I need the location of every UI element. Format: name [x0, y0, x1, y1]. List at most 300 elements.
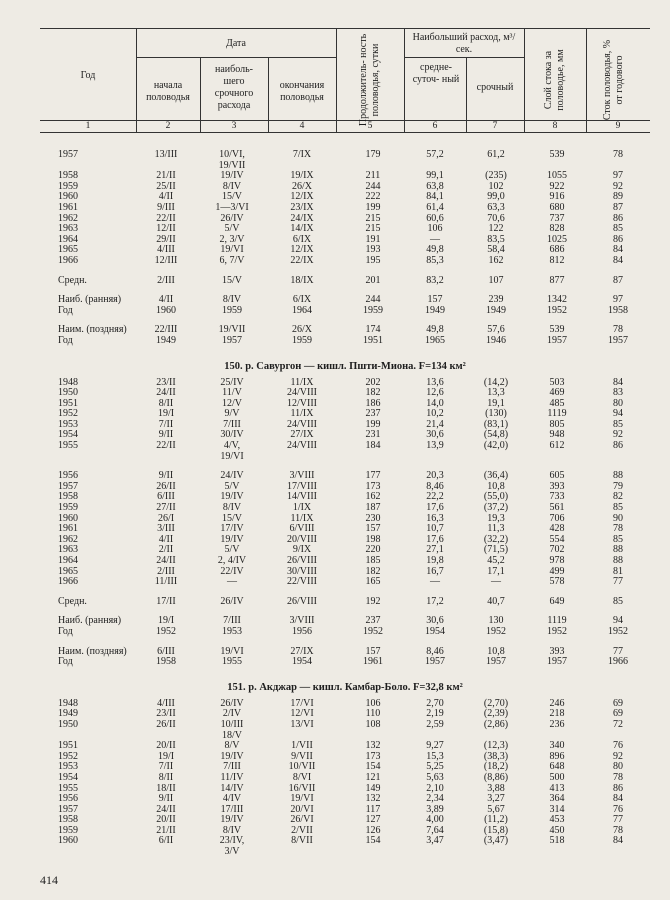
table-cell: 17,6 — [426, 533, 444, 545]
table-cell: 102 — [488, 180, 504, 192]
table-cell: 6/IX — [292, 233, 312, 245]
table-cell: (130) — [485, 408, 507, 420]
table-cell: 195 — [365, 254, 381, 266]
table-cell: 57,2 — [426, 149, 444, 160]
table-cell: 1948 — [58, 376, 78, 388]
table-cell: 8/IV — [222, 824, 242, 836]
table-cell: 1956 — [292, 625, 312, 637]
table-cell: 12/IX — [290, 244, 314, 256]
table-cell: 1959 — [292, 334, 312, 346]
table-cell: 1953 — [222, 625, 242, 637]
table-cell: 23/IV, — [219, 835, 245, 847]
table-cell: (32,2) — [483, 533, 509, 545]
col-divider — [404, 28, 405, 132]
table-cell: 182 — [365, 387, 381, 399]
table-cell: 1/IX — [292, 502, 312, 514]
table-cell: 26/IV — [220, 212, 244, 224]
table-cell: 22/II — [156, 440, 176, 452]
table-cell: 121 — [365, 771, 381, 783]
table-cell: 5/V — [224, 480, 240, 492]
table-cell: 450 — [549, 824, 565, 836]
table-row — [40, 276, 650, 287]
header-daily: средне- суточ- ный — [412, 62, 460, 85]
table-cell: 94 — [613, 408, 623, 420]
table-cell: 10,8 — [487, 645, 505, 657]
table-cell: 19/I — [157, 615, 175, 627]
table-cell: 1957 — [425, 656, 445, 668]
table-cell: 84 — [613, 376, 623, 388]
table-cell: 12/V — [222, 397, 242, 409]
header-instant: срочный — [476, 82, 514, 93]
table-cell: 193 — [365, 244, 381, 256]
table-cell: 1949 — [425, 304, 445, 316]
table-cell: 17/II — [156, 595, 176, 607]
table-cell: 1949 — [156, 334, 176, 346]
table-cell: 78 — [613, 324, 623, 336]
table-cell: 26/VIII — [287, 555, 317, 566]
table-cell: 6/II — [158, 835, 174, 847]
table-cell: (37,2) — [483, 502, 509, 514]
table-cell: 6/III — [157, 491, 175, 503]
table-cell: 948 — [549, 429, 565, 441]
table-row — [40, 150, 650, 161]
table-cell: 500 — [549, 771, 565, 783]
table-cell: 58,4 — [487, 244, 505, 256]
table-cell: 1958 — [156, 656, 176, 668]
table-cell: 82 — [613, 491, 623, 503]
table-cell: 26/IV — [220, 595, 244, 607]
table-cell: 97 — [613, 294, 623, 306]
table-cell: 231 — [365, 429, 381, 441]
section-title: 151. р. Акджар — кишл. Камбар-Боло. F=32,8 км² — [227, 681, 463, 693]
table-cell: 220 — [365, 544, 381, 556]
table-cell: 3/III — [157, 523, 175, 535]
table-cell: 8/VI — [292, 771, 312, 783]
table-cell: 22/VIII — [287, 576, 317, 588]
table-cell: 106 — [365, 697, 381, 709]
table-cell: 173 — [365, 750, 381, 762]
table-cell: 4/II — [158, 191, 174, 203]
header-maxflow: Наибольший расход, м³/сек. — [412, 32, 516, 55]
table-cell: 1955 — [58, 440, 78, 452]
table-cell: 1958 — [58, 814, 78, 826]
table-cell: 132 — [365, 793, 381, 805]
table-cell: 6, 7/V — [219, 254, 245, 266]
table-cell: 19,3 — [487, 512, 505, 524]
col-number: 5 — [367, 121, 373, 131]
table-cell: 12/VI — [290, 708, 314, 720]
table-cell: 877 — [549, 274, 565, 286]
table-cell: 84 — [613, 835, 623, 847]
table-cell: 9/III — [157, 201, 175, 213]
table-cell: 4/III — [157, 697, 175, 709]
table-cell: 13,3 — [487, 387, 505, 399]
table-cell: 110 — [365, 708, 381, 720]
table-row — [40, 577, 650, 588]
table-cell: 10,7 — [426, 523, 444, 535]
table-cell: 14/IX — [290, 223, 314, 235]
table-cell: (71,5) — [483, 544, 509, 556]
table-cell: 18/IX — [290, 274, 314, 286]
table-cell: 222 — [365, 191, 381, 203]
table-row — [40, 306, 650, 317]
table-cell: 15/V — [222, 274, 242, 286]
table-cell: 1956 — [58, 793, 78, 805]
table-cell: 8/IV — [222, 294, 242, 306]
table-cell: 5/V — [224, 223, 240, 235]
table-cell: 83 — [613, 387, 623, 399]
table-cell: 539 — [549, 149, 565, 160]
table-row — [40, 597, 650, 608]
table-cell: 26/X — [292, 324, 312, 336]
table-cell: 6/III — [157, 645, 175, 657]
table-cell: 1952 — [58, 408, 78, 420]
table-cell: 680 — [549, 201, 565, 213]
table-cell: 5,25 — [426, 761, 444, 773]
table-cell: 1952 — [547, 304, 567, 316]
table-cell: 1953 — [58, 418, 78, 430]
table-cell: 503 — [549, 376, 565, 388]
table-cell: 393 — [549, 645, 565, 657]
table-cell: 132 — [365, 740, 381, 752]
table-cell: 19/VII — [218, 324, 246, 336]
table-cell: 7/II — [158, 418, 174, 430]
table-cell: 1955 — [58, 782, 78, 794]
col-divider — [524, 28, 525, 132]
col-number: 9 — [615, 121, 621, 131]
table-cell: (14,2) — [483, 376, 509, 388]
table-cell: 812 — [549, 254, 565, 266]
table-cell: 8,46 — [426, 480, 444, 492]
table-cell: 218 — [549, 708, 565, 720]
table-cell: 1952 — [486, 625, 506, 637]
table-cell: 237 — [365, 408, 381, 420]
table-cell: 239 — [488, 294, 504, 306]
table-cell: 896 — [549, 750, 565, 762]
table-cell: 17/III — [220, 803, 244, 815]
table-cell: 94 — [613, 615, 623, 627]
table-cell: 7/III — [223, 418, 241, 430]
table-cell: 61,4 — [426, 201, 444, 213]
table-cell: 15/V — [222, 512, 242, 524]
table-cell: 60,6 — [426, 212, 444, 224]
table-cell: 4/V, — [223, 440, 241, 452]
table-cell: — — [430, 233, 440, 245]
col-divider — [336, 28, 337, 132]
table-cell: 5,67 — [487, 803, 505, 815]
table-cell: 20/II — [156, 740, 176, 752]
table-cell: 1965 — [425, 334, 445, 346]
table-cell: Наиб. (ранняя) — [58, 294, 122, 306]
table-cell: 18/II — [156, 782, 176, 794]
table-cell: 26/VIII — [287, 595, 317, 607]
table-cell: 13,6 — [426, 376, 444, 388]
header-end: окончания половодья — [279, 80, 325, 103]
table-cell: 26/II — [156, 718, 176, 730]
table-cell: 340 — [549, 740, 565, 752]
table-cell: 191 — [365, 233, 381, 245]
table-cell: 174 — [365, 324, 381, 336]
table-cell: 1956 — [58, 470, 78, 482]
table-cell: 199 — [365, 201, 381, 213]
table-cell: 24/IX — [290, 212, 314, 224]
table-cell: 706 — [549, 512, 565, 524]
table-cell: 122 — [488, 223, 504, 235]
table-cell: 10,2 — [426, 408, 444, 420]
table-cell: 85 — [613, 502, 623, 514]
header-date: Дата — [226, 38, 246, 49]
table-cell: 1955 — [222, 656, 242, 668]
table-cell: Наим. (поздняя) — [58, 324, 127, 336]
table-cell: 3/VIII — [289, 470, 315, 482]
table-row — [40, 836, 650, 847]
table-cell: 1950 — [58, 387, 78, 399]
table-cell: 10/VII — [288, 761, 316, 773]
table-cell: 86 — [613, 212, 623, 224]
table-cell: 453 — [549, 814, 565, 826]
table-cell: 236 — [549, 718, 565, 730]
table-cell: 107 — [488, 274, 504, 286]
header-year: Год — [80, 70, 96, 81]
table-cell: 364 — [549, 793, 565, 805]
table-cell: 686 — [549, 244, 565, 256]
table-cell: 1957 — [58, 149, 78, 160]
table-cell: 20/II — [156, 814, 176, 826]
table-cell: 19/IV — [220, 750, 244, 762]
header-start: начала половодья — [146, 80, 190, 103]
table-cell: 17/IV — [220, 523, 244, 535]
table-cell: (8,86) — [483, 771, 509, 783]
table-cell: 19/IV — [220, 170, 244, 182]
table-cell: 9,27 — [426, 740, 444, 752]
table-cell: 1055 — [547, 170, 567, 182]
col-number: 6 — [432, 121, 438, 131]
table-cell: 24/IV — [220, 470, 244, 482]
table-cell: 1—3/VI — [215, 201, 249, 213]
table-cell: 5,63 — [426, 771, 444, 783]
table-cell: 22/II — [156, 212, 176, 224]
table-cell: 26/X — [292, 180, 312, 192]
table-cell: 3,88 — [487, 782, 505, 794]
table-cell: 702 — [549, 544, 565, 556]
table-cell: 19/VI — [290, 793, 314, 805]
table-cell: 1952 — [156, 625, 176, 637]
table-cell: 162 — [365, 491, 381, 503]
table-cell: 1961 — [58, 201, 78, 213]
table-cell: 80 — [613, 761, 623, 773]
table-row — [40, 627, 650, 638]
table-cell: 13/III — [154, 149, 178, 160]
table-cell: 85,3 — [426, 254, 444, 266]
table-cell: 19/VI — [220, 244, 244, 256]
table-cell: 14/VIII — [287, 491, 317, 503]
table-cell: 24/VIII — [287, 418, 317, 430]
table-cell: 539 — [549, 324, 565, 336]
table-cell: 88 — [613, 470, 623, 482]
table-cell: Год — [58, 625, 73, 637]
table-cell: 92 — [613, 180, 623, 192]
table-cell: 2,10 — [426, 782, 444, 794]
table-cell: 108 — [365, 718, 381, 730]
table-cell: 2/III — [157, 565, 175, 577]
table-cell: 805 — [549, 418, 565, 430]
table-cell: 90 — [613, 512, 623, 524]
table-cell: 1964 — [292, 304, 312, 316]
table-cell: 215 — [365, 212, 381, 224]
table-cell: 84 — [613, 793, 623, 805]
table-cell: 30,6 — [426, 615, 444, 627]
table-cell: 1962 — [58, 212, 78, 224]
table-cell: 1962 — [58, 533, 78, 545]
table-cell: 1954 — [292, 656, 312, 668]
table-cell: Год — [58, 334, 73, 346]
table-cell: 70,6 — [487, 212, 505, 224]
table-cell: 79 — [613, 480, 623, 492]
table-cell: 1953 — [58, 761, 78, 773]
table-cell: 1952 — [547, 625, 567, 637]
table-cell: 27/IX — [290, 645, 314, 657]
section-title: 150. р. Савургон — кишл. Пшти-Миона. F=134 км² — [224, 360, 466, 372]
table-cell: 1959 — [58, 824, 78, 836]
table-cell: 89 — [613, 191, 623, 203]
table-cell: 17,2 — [426, 595, 444, 607]
table-cell: 1960 — [58, 835, 78, 847]
table-cell: 14/IV — [220, 782, 244, 794]
table-cell: 157 — [427, 294, 443, 306]
table-cell: 1954 — [58, 429, 78, 441]
table-cell: 198 — [365, 533, 381, 545]
table-cell: Средн. — [58, 274, 87, 286]
table-cell: 1957 — [547, 656, 567, 668]
table-cell: 81 — [613, 565, 623, 577]
table-cell: 19/IX — [290, 170, 314, 182]
col-number: 4 — [299, 121, 305, 131]
table-cell: 1952 — [363, 625, 383, 637]
table-cell: 84 — [613, 244, 623, 256]
table-cell: 11,3 — [487, 523, 505, 535]
table-cell: 154 — [365, 835, 381, 847]
table-cell: 17,6 — [426, 502, 444, 514]
table-cell: 11/III — [154, 576, 178, 588]
table-cell: 8/VII — [291, 835, 313, 847]
table-row — [40, 452, 650, 463]
table-cell: 1957 — [58, 480, 78, 492]
table-cell: 19/IV — [220, 814, 244, 826]
table-cell: 1959 — [58, 502, 78, 514]
table-cell: (3,47) — [483, 835, 509, 847]
table-cell: 1959 — [222, 304, 242, 316]
table-cell: 30/IV — [220, 429, 244, 441]
table-cell: 15/V — [222, 191, 242, 203]
table-row — [40, 720, 650, 731]
table-cell: 8/V — [224, 740, 240, 752]
table-cell: 14,0 — [426, 397, 444, 409]
table-cell: 916 — [549, 191, 565, 203]
table-cell: 612 — [549, 440, 565, 452]
table-cell: 16,3 — [426, 512, 444, 524]
table-cell: 117 — [365, 803, 381, 815]
table-cell: 88 — [613, 555, 623, 566]
number-row-rule — [40, 132, 650, 133]
table-cell: 1960 — [58, 191, 78, 203]
table-cell: 12/VIII — [287, 397, 317, 409]
table-cell: 19/I — [157, 750, 175, 762]
table-cell: 8/II — [158, 397, 174, 409]
table-cell: 561 — [549, 502, 565, 514]
table-cell: 1964 — [58, 233, 78, 245]
table-cell: (2,70) — [483, 697, 509, 709]
table-cell: (11,2) — [484, 814, 508, 826]
table-cell: 78 — [613, 771, 623, 783]
table-cell: 11/IX — [290, 512, 314, 524]
table-cell: 211 — [365, 170, 381, 182]
table-cell: (235) — [485, 170, 507, 182]
table-cell: 4,00 — [426, 814, 444, 826]
table-cell: (15,8) — [483, 824, 509, 836]
table-cell: 9/VII — [291, 750, 313, 762]
table-cell: 17,1 — [487, 565, 505, 577]
table-cell: 1119 — [547, 615, 567, 627]
table-cell: 605 — [549, 470, 565, 482]
table-cell: 314 — [549, 803, 565, 815]
table-cell: 499 — [549, 565, 565, 577]
table-cell: 12/III — [154, 254, 178, 266]
table-cell: 10,8 — [487, 480, 505, 492]
table-cell: 186 — [365, 397, 381, 409]
table-cell: 24/II — [156, 803, 176, 815]
table-cell: Средн. — [58, 595, 87, 607]
table-cell: Год — [58, 304, 73, 316]
table-cell: 69 — [613, 708, 623, 720]
table-cell: 20,3 — [426, 470, 444, 482]
table-row — [40, 203, 650, 214]
table-cell: 15,3 — [426, 750, 444, 762]
header-runoff: Слой стока за половодье, мм — [543, 49, 566, 111]
table-cell: 77 — [613, 814, 623, 826]
table-cell: 3,27 — [487, 793, 505, 805]
table-cell: 413 — [549, 782, 565, 794]
table-cell: 165 — [365, 576, 381, 588]
table-cell: 1957 — [547, 334, 567, 346]
table-cell: 2,34 — [426, 793, 444, 805]
table-cell: 2/VII — [291, 824, 313, 836]
table-cell: 4/II — [158, 294, 174, 306]
table-cell: 187 — [365, 502, 381, 514]
table-cell: 7/III — [223, 615, 241, 627]
table-cell: 154 — [365, 761, 381, 773]
table-cell: 11/V — [222, 387, 242, 399]
table-cell: 9/II — [158, 470, 174, 482]
table-cell: 18/V — [222, 729, 242, 741]
table-cell: 1952 — [58, 750, 78, 762]
table-cell: 7,64 — [426, 824, 444, 836]
table-cell: 1959 — [363, 304, 383, 316]
table-cell: (2,86) — [483, 718, 509, 730]
table-cell: 1961 — [58, 523, 78, 535]
table-cell: 3,89 — [426, 803, 444, 815]
table-cell: 8/II — [158, 771, 174, 783]
table-cell: 1963 — [58, 544, 78, 556]
table-cell: 27/II — [156, 502, 176, 514]
table-cell: 1957 — [222, 334, 242, 346]
table-cell: 162 — [488, 254, 504, 266]
table-cell: 78 — [613, 523, 623, 535]
table-cell: 29/II — [156, 233, 176, 245]
table-cell: 22/III — [154, 324, 178, 336]
table-row — [40, 336, 650, 347]
table-cell: 19/I — [157, 408, 175, 420]
table-cell: 1966 — [58, 254, 78, 266]
